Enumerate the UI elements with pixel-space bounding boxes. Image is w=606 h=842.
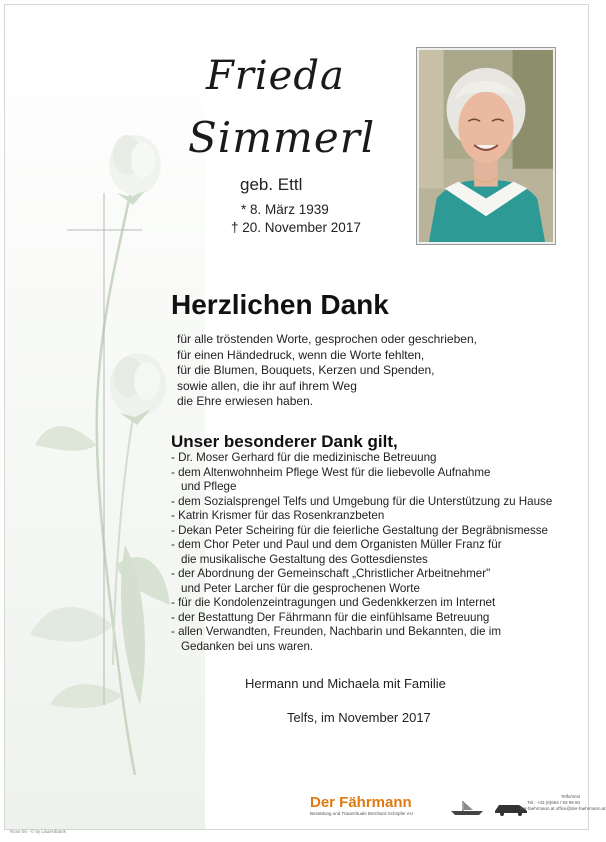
list-item: - der Bestattung Der Fährmann für die einfühlsame Betreuung	[171, 610, 490, 624]
contact-line: der-faehrmann.at office@der-faehrmann.at	[520, 806, 606, 811]
special-thanks-heading: Unser besonderer Dank gilt,	[171, 432, 398, 451]
contact-line: Tel.: +43 (0)664 / 93 99 60	[527, 800, 580, 805]
special-thanks-list	[171, 451, 552, 654]
thanks-paragraph	[177, 332, 477, 410]
list-item-continuation: und Peter Larcher für die gesprochenen Worte	[181, 581, 420, 595]
last-name: Simmerl	[188, 113, 376, 162]
thanks-line: sowie allen, die ihr auf ihrem Weg	[177, 378, 357, 393]
contact-info	[520, 794, 606, 812]
contact-line: Telfs/Imst	[560, 794, 580, 799]
funeral-home-subtitle: Bestattung und Trauerrituale Bernhard Schöpfer eU	[310, 811, 413, 816]
boat-icon	[449, 799, 485, 817]
list-item: - Dr. Moser Gerhard für die medizinische Betreuung	[171, 451, 437, 464]
list-item-continuation: die musikalische Gestaltung des Gottesdienstes	[181, 552, 428, 566]
thanks-line: für die Blumen, Bouquets, Kerzen und Spenden,	[177, 363, 435, 377]
place-and-date: Telfs, im November 2017	[287, 710, 431, 725]
thanks-line: für alle tröstenden Worte, gesprochen oder geschrieben,	[177, 332, 477, 346]
thanks-line: für einen Händedruck, wenn die Worte fehlten,	[177, 347, 425, 362]
death-date: † 20. November 2017	[231, 220, 361, 235]
family-signature: Hermann und Michaela mit Familie	[245, 676, 446, 691]
list-item-continuation: und Pflege	[181, 480, 237, 493]
list-item: - dem Sozialsprengel Telfs und Umgebung für die Unterstützung zu Hause	[171, 494, 553, 508]
list-item: - allen Verwandten, Freunden, Nachbarin und Bekannten, die im	[171, 625, 501, 638]
list-item-continuation: Gedanken bei uns waren.	[181, 639, 314, 653]
list-item: - dem Chor Peter und Paul und dem Organisten Müller Franz für	[171, 538, 502, 551]
funeral-home-logo: Der Fährmann	[310, 794, 412, 811]
first-name: Frieda	[206, 53, 345, 99]
list-item: - für die Kondolenzeintragungen und Gedenkkerzen im Internet	[171, 596, 496, 609]
thanks-line: die Ehre erwiesen haben.	[177, 394, 314, 408]
image-credit: Rose 05 - © by Lisa/Albatrik	[10, 829, 66, 834]
rose-illustration	[5, 5, 205, 829]
list-item: - Dekan Peter Scheiring für die feierliche Gestaltung der Begräbnismesse	[171, 523, 548, 537]
birth-name: geb. Ettl	[240, 175, 303, 194]
thanks-heading: Herzlichen Dank	[171, 289, 389, 320]
obituary-card	[4, 4, 606, 830]
portrait-photo	[416, 47, 556, 245]
birth-date: * 8. März 1939	[241, 202, 329, 217]
list-item: - Katrin Krismer für das Rosenkranzbeten	[171, 509, 385, 522]
list-item: - dem Altenwohnheim Pflege West für die liebevolle Aufnahme	[171, 465, 491, 479]
list-item: - der Abordnung der Gemeinschaft „Christlicher Arbeitnehmer"	[171, 567, 491, 580]
